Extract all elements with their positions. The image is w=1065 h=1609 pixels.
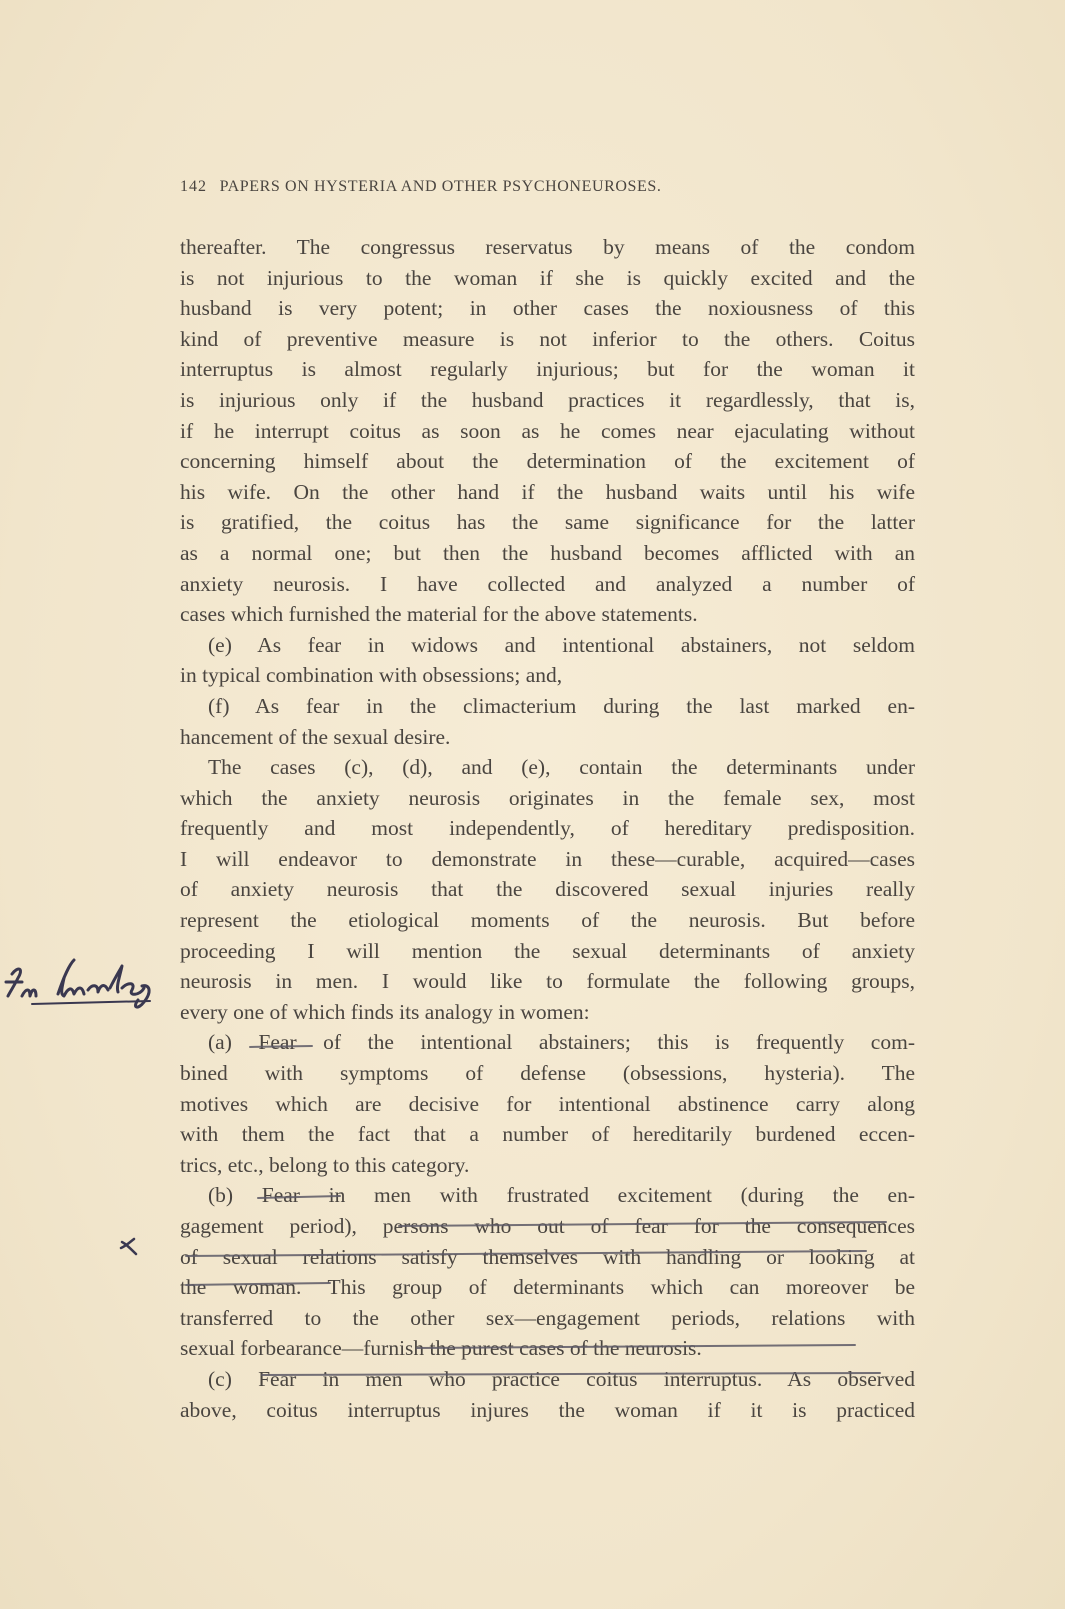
- text-line: in typical combination with obsessions; and,: [180, 663, 563, 688]
- text-line: thereafter. The congressus reservatus by means of the condom: [180, 235, 915, 259]
- text-line: sexual forbearance—furnish the purest cases of the neurosis.: [180, 1336, 702, 1361]
- text-line: neurosis in men. I would like to formulate the following groups,: [180, 969, 915, 994]
- text-line: of anxiety neurosis that the discovered sexual injuries really: [180, 877, 915, 902]
- running-title: PAPERS ON HYSTERIA AND OTHER PSYCHONEUROSES.: [219, 178, 662, 195]
- text-line: kind of preventive measure is not inferior to the others. Coitus: [180, 326, 915, 351]
- text-line: is gratified, the coitus has the same significance for the latter: [180, 510, 915, 535]
- text-line: every one of which finds its analogy in women:: [180, 999, 590, 1024]
- text-line: concerning himself about the determination of the excitement of: [180, 449, 915, 474]
- text-line: (b) Fear in men with frustrated excitement (during the en-: [208, 1183, 915, 1208]
- page-number: 142: [180, 178, 207, 195]
- text-line: bined with symptoms of defense (obsessions, hysteria). The: [180, 1061, 915, 1086]
- text-line: anxiety neurosis. I have collected and analyzed a number of: [180, 571, 915, 596]
- margin-cross-mark: [118, 1236, 140, 1256]
- text-line: with them the fact that a number of hereditarily burdened eccen-: [180, 1122, 915, 1147]
- text-line: interruptus is almost regularly injurious; but for the woman it: [180, 357, 915, 382]
- text-line: (e) As fear in widows and intentional abstainers, not seldom: [208, 632, 915, 657]
- text-line: trics, etc., belong to this category.: [180, 1152, 470, 1177]
- text-line: (a) Fear of the intentional abstainers; this is frequently com-: [208, 1030, 915, 1055]
- text-line: is injurious only if the husband practices it regardlessly, that is,: [180, 387, 915, 412]
- text-line: his wife. On the other hand if the husband waits until his wife: [180, 479, 915, 504]
- text-line: transferred to the other sex—engagement periods, relations with: [180, 1305, 915, 1330]
- text-line: I will endeavor to demonstrate in these—curable, acquired—cases: [180, 846, 915, 871]
- text-line: above, coitus interruptus injures the woman if it is practiced: [180, 1397, 915, 1422]
- text-line: motives which are decisive for intentional abstinence carry along: [180, 1091, 915, 1116]
- text-line: (c) Fear in men who practice coitus interruptus. As observed: [208, 1366, 915, 1391]
- text-line: hancement of the sexual desire.: [180, 724, 451, 749]
- text-line: of sexual relations satisfy themselves with handling or looking at: [180, 1244, 915, 1269]
- text-line: is not injurious to the woman if she is quickly excited and the: [180, 265, 915, 290]
- text-line: which the anxiety neurosis originates in the female sex, most: [180, 785, 915, 810]
- text-line: proceeding I will mention the sexual determinants of anxiety: [180, 938, 915, 963]
- text-line: if he interrupt coitus as soon as he comes near ejaculating without: [180, 418, 915, 443]
- body-text: [180, 232, 915, 1425]
- text-line: The cases (c), (d), and (e), contain the determinants under: [208, 755, 915, 780]
- text-line: the woman. This group of determinants which can moreover be: [180, 1275, 915, 1300]
- text-line: cases which furnished the material for the above statements.: [180, 602, 698, 627]
- text-line: husband is very potent; in other cases the noxiousness of this: [180, 296, 915, 321]
- handwritten-margin-note: [4, 956, 154, 1026]
- text-line: gagement period), persons who out of fear for the consequences: [180, 1214, 915, 1238]
- text-line: frequently and most independently, of hereditary predisposition.: [180, 816, 915, 841]
- text-line: (f) As fear in the climacterium during the last marked en-: [208, 693, 915, 718]
- running-header: [180, 178, 915, 196]
- text-line: as a normal one; but then the husband becomes afflicted with an: [180, 540, 915, 565]
- text-line: represent the etiological moments of the neurosis. But before: [180, 908, 915, 933]
